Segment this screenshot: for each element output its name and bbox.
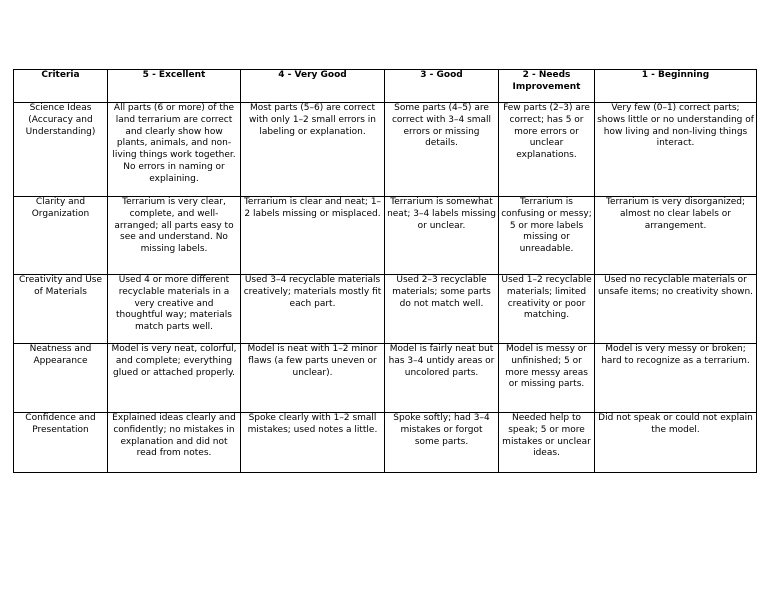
table-cell: Terrarium is very disorganized; almost no clear labels or arrangement.	[595, 197, 757, 275]
table-cell: Model is fairly neat but has 3–4 untidy areas or uncolored parts.	[385, 344, 499, 413]
table-row	[14, 275, 757, 344]
table-cell: Terrarium is confusing or messy; 5 or more labels missing or unreadable.	[499, 197, 595, 275]
header-needs-improvement: 2 - Needs Improvement	[499, 70, 595, 103]
table-cell: Most parts (5–6) are correct with only 1–2 small errors in labeling or explanation.	[241, 103, 385, 197]
table-row	[14, 413, 757, 473]
header-very-good: 4 - Very Good	[241, 70, 385, 103]
table-cell: Some parts (4–5) are correct with 3–4 small errors or missing details.	[385, 103, 499, 197]
table-cell: Model is very neat, colorful, and complete; everything glued or attached properly.	[108, 344, 241, 413]
table-cell: Spoke clearly with 1–2 small mistakes; used notes a little.	[241, 413, 385, 473]
table-cell: Needed help to speak; 5 or more mistakes or unclear ideas.	[499, 413, 595, 473]
header-row	[14, 70, 757, 103]
header-excellent: 5 - Excellent	[108, 70, 241, 103]
table-cell: Used no recyclable materials or unsafe items; no creativity shown.	[595, 275, 757, 344]
table-cell: Used 3–4 recyclable materials creatively; materials mostly fit each part.	[241, 275, 385, 344]
criteria-cell: Neatness and Appearance	[14, 344, 108, 413]
table-cell: Used 4 or more different recyclable materials in a very creative and thoughtful way; materials match parts well.	[108, 275, 241, 344]
header-good: 3 - Good	[385, 70, 499, 103]
table-cell: Did not speak or could not explain the model.	[595, 413, 757, 473]
table-cell: Few parts (2–3) are correct; has 5 or more errors or unclear explanations.	[499, 103, 595, 197]
table-cell: Terrarium is clear and neat; 1–2 labels missing or misplaced.	[241, 197, 385, 275]
header-criteria: Criteria	[14, 70, 108, 103]
table-cell: Model is very messy or broken; hard to recognize as a terrarium.	[595, 344, 757, 413]
table-cell: Explained ideas clearly and confidently; no mistakes in explanation and did not read from notes.	[108, 413, 241, 473]
table-row	[14, 197, 757, 275]
table-cell: Used 1–2 recyclable materials; limited creativity or poor matching.	[499, 275, 595, 344]
table-cell: Spoke softly; had 3–4 mistakes or forgot some parts.	[385, 413, 499, 473]
table-cell: Very few (0–1) correct parts; shows little or no understanding of how living and non-living things interact.	[595, 103, 757, 197]
table-cell: Model is neat with 1–2 minor flaws (a few parts uneven or unclear).	[241, 344, 385, 413]
table-cell: All parts (6 or more) of the land terrarium are correct and clearly show how plants, animals, and non-living things work together. No errors in naming or explaining.	[108, 103, 241, 197]
table-cell: Terrarium is somewhat neat; 3–4 labels missing or unclear.	[385, 197, 499, 275]
table-cell: Model is messy or unfinished; 5 or more messy areas or missing parts.	[499, 344, 595, 413]
table-row	[14, 103, 757, 197]
criteria-cell: Science Ideas (Accuracy and Understanding)	[14, 103, 108, 197]
criteria-cell: Creativity and Use of Materials	[14, 275, 108, 344]
table-row	[14, 344, 757, 413]
criteria-cell: Clarity and Organization	[14, 197, 108, 275]
header-beginning: 1 - Beginning	[595, 70, 757, 103]
rubric-table	[13, 69, 757, 473]
table-cell: Used 2–3 recyclable materials; some parts do not match well.	[385, 275, 499, 344]
criteria-cell: Confidence and Presentation	[14, 413, 108, 473]
table-cell: Terrarium is very clear, complete, and well-arranged; all parts easy to see and understand. No missing labels.	[108, 197, 241, 275]
